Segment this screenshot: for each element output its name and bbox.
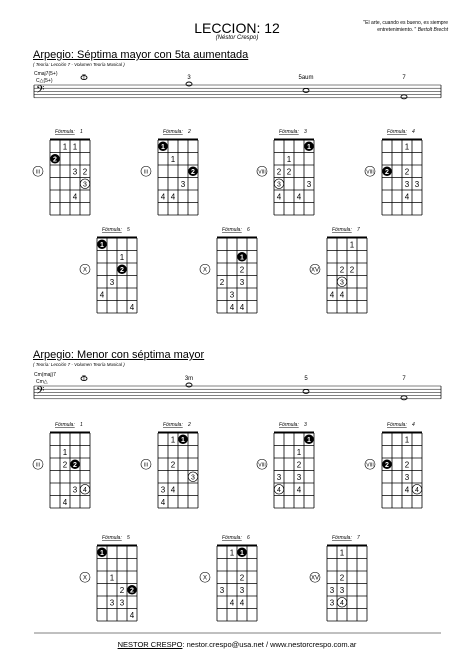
formula-number: 4 [412, 422, 415, 428]
position-label: VIII [366, 462, 374, 469]
formula-number: 4 [412, 129, 415, 135]
note-head [303, 88, 309, 92]
finger-number: 1 [119, 252, 125, 262]
finger-number: 3 [414, 179, 420, 189]
finger-number: 2 [120, 266, 124, 274]
finger-number: 2 [119, 585, 125, 595]
finger-number: 3 [160, 485, 166, 495]
finger-number: 2 [404, 167, 410, 177]
section-1-title: Arpegio: Séptima mayor con 5ta aumentada [33, 49, 249, 61]
finger-number: 2 [73, 461, 77, 469]
position-label: III [35, 462, 41, 469]
finger-number: 3 [340, 279, 344, 287]
finger-number: 1 [72, 142, 78, 152]
degree-label: 7 [402, 376, 406, 382]
formula-label: Fórmula: [163, 422, 183, 428]
finger-number: 2 [339, 573, 345, 583]
finger-number: 4 [83, 486, 87, 494]
finger-number: 4 [404, 485, 410, 495]
position-label: XV [310, 575, 320, 582]
finger-number: 4 [276, 192, 282, 202]
formula-label: Fórmula: [387, 129, 407, 135]
finger-number: 4 [99, 290, 105, 300]
note-head [186, 383, 192, 387]
finger-number: 3 [119, 598, 125, 608]
formula-number: 7 [357, 535, 360, 541]
finger-number: 2 [239, 573, 245, 583]
finger-number: 1 [170, 435, 176, 445]
formula-number: 6 [247, 535, 250, 541]
formula-label: Fórmula: [222, 227, 242, 233]
finger-number: 4 [160, 497, 166, 507]
position-label: III [143, 462, 149, 469]
finger-number: 4 [239, 598, 245, 608]
formula-label: Fórmula: [222, 535, 242, 541]
finger-number: 3 [109, 277, 115, 287]
finger-number: 2 [349, 265, 355, 275]
finger-number: 2 [130, 587, 134, 595]
finger-number: 1 [100, 549, 104, 557]
quote-author: Bertolt Brecht [417, 27, 448, 33]
position-label: VIII [366, 169, 374, 176]
finger-number: 2 [170, 460, 176, 470]
position-label: III [35, 169, 41, 176]
formula-label: Fórmula: [102, 227, 122, 233]
finger-number: 3 [277, 181, 281, 189]
formula-number: 5 [127, 535, 130, 541]
finger-number: 3 [72, 167, 78, 177]
quote-line-1: "El arte, cuando es bueno, es siempre [363, 20, 448, 26]
position-label: X [202, 267, 208, 274]
section-2-ref: ( Teoría: Lección 7 - Volumen Teoría Musical ) [33, 362, 125, 367]
finger-number: 2 [239, 265, 245, 275]
finger-number: 1 [62, 447, 68, 457]
finger-number: 3 [219, 585, 225, 595]
finger-number: 3 [229, 290, 235, 300]
formula-label: Fórmula: [163, 129, 183, 135]
position-label: X [202, 575, 208, 582]
note-head [303, 389, 309, 393]
position-label: X [82, 267, 88, 274]
finger-number: 4 [340, 599, 344, 607]
formula-label: Fórmula: [279, 422, 299, 428]
finger-number: 1 [339, 548, 345, 558]
finger-number: 4 [72, 192, 78, 202]
finger-number: 4 [415, 486, 419, 494]
degree-label: 5aum [298, 75, 314, 81]
formula-label: Fórmula: [387, 422, 407, 428]
finger-number: 1 [240, 549, 244, 557]
quote-line-2: entretenimiento. " [377, 27, 417, 33]
position-label: VIII [258, 462, 266, 469]
formula-number: 2 [188, 422, 191, 428]
position-label: XV [310, 267, 320, 274]
finger-number: 3 [339, 585, 345, 595]
finger-number: 3 [404, 179, 410, 189]
note-head [186, 82, 192, 86]
formula-number: 7 [357, 227, 360, 233]
formula-number: 3 [304, 422, 307, 428]
chord-name: Cm(maj)7 [34, 372, 56, 378]
finger-number: 1 [307, 436, 311, 444]
chord-name-symbol: C△(5+) [36, 78, 53, 84]
finger-number: 3 [404, 472, 410, 482]
position-label: VIII [258, 169, 266, 176]
formula-number: 3 [304, 129, 307, 135]
finger-number: 1 [296, 447, 302, 457]
degree-label: 3 [187, 75, 191, 81]
chord-name-symbol: Cm△ [36, 379, 48, 385]
finger-number: 4 [296, 192, 302, 202]
finger-number: 4 [296, 485, 302, 495]
finger-number: 2 [296, 460, 302, 470]
page-title: LECCION: 12 [194, 20, 280, 36]
finger-number: 4 [160, 192, 166, 202]
formula-label: Fórmula: [332, 535, 352, 541]
formula-label: Fórmula: [55, 422, 75, 428]
finger-number: 2 [339, 265, 345, 275]
finger-number: 4 [404, 192, 410, 202]
degree-label: 7 [402, 75, 406, 81]
page-subtitle: (Néstor Crespo) [215, 35, 259, 41]
finger-number: 4 [229, 598, 235, 608]
chord-name: Cmaj7(5+) [34, 71, 58, 77]
finger-number: 1 [170, 154, 176, 164]
formula-number: 5 [127, 227, 130, 233]
finger-number: 1 [286, 154, 292, 164]
formula-label: Fórmula: [55, 129, 75, 135]
formula-label: Fórmula: [279, 129, 299, 135]
finger-number: 3 [306, 179, 312, 189]
finger-number: 1 [109, 573, 115, 583]
finger-number: 1 [349, 240, 355, 250]
finger-number: 2 [219, 277, 225, 287]
bass-clef: 𝄢 [36, 384, 45, 399]
finger-number: 3 [239, 585, 245, 595]
finger-number: 1 [240, 254, 244, 262]
formula-number: 1 [80, 129, 83, 135]
finger-number: 4 [170, 485, 176, 495]
formula-number: 2 [188, 129, 191, 135]
finger-number: 1 [229, 548, 235, 558]
finger-number: 4 [239, 302, 245, 312]
finger-number: 2 [385, 168, 389, 176]
degree-label: T [82, 376, 86, 382]
section-1-ref: ( Teoría: Lección 7 - Volumen Teoría Musical ) [33, 62, 125, 67]
note-head [401, 396, 407, 400]
position-label: X [82, 575, 88, 582]
finger-number: 4 [329, 290, 335, 300]
finger-number: 3 [276, 472, 282, 482]
finger-number: 2 [276, 167, 282, 177]
finger-number: 3 [109, 598, 115, 608]
degree-label: 3m [184, 376, 194, 382]
finger-number: 3 [329, 598, 335, 608]
finger-number: 4 [129, 610, 135, 620]
finger-number: 2 [82, 167, 88, 177]
section-2-title: Arpegio: Menor con séptima mayor [33, 349, 205, 361]
finger-number: 1 [307, 143, 311, 151]
finger-number: 2 [404, 460, 410, 470]
finger-number: 3 [72, 485, 78, 495]
finger-number: 3 [180, 179, 186, 189]
formula-number: 6 [247, 227, 250, 233]
finger-number: 1 [181, 436, 185, 444]
footer [0, 640, 474, 649]
finger-number: 2 [62, 460, 68, 470]
position-label: III [143, 169, 149, 176]
finger-number: 1 [161, 143, 165, 151]
finger-number: 4 [277, 486, 281, 494]
finger-number: 2 [53, 156, 57, 164]
finger-number: 1 [404, 435, 410, 445]
finger-number: 4 [129, 302, 135, 312]
finger-number: 4 [62, 497, 68, 507]
finger-number: 4 [339, 290, 345, 300]
footer-name: NESTOR CRESPO [117, 640, 183, 649]
formula-label: Fórmula: [102, 535, 122, 541]
finger-number: 4 [229, 302, 235, 312]
finger-number: 2 [191, 168, 195, 176]
finger-number: 3 [296, 472, 302, 482]
finger-number: 2 [286, 167, 292, 177]
finger-number: 3 [239, 277, 245, 287]
finger-number: 1 [100, 241, 104, 249]
finger-number: 3 [83, 181, 87, 189]
degree-label: 5 [304, 376, 308, 382]
finger-number: 1 [404, 142, 410, 152]
formula-label: Fórmula: [332, 227, 352, 233]
finger-number: 1 [62, 142, 68, 152]
finger-number: 4 [170, 192, 176, 202]
bass-clef: 𝄢 [36, 83, 45, 98]
finger-number: 3 [329, 585, 335, 595]
footer-contact: : nestor.crespo@usa.net / www.nestorcrespo.com.ar [182, 640, 357, 649]
degree-label: T [82, 75, 86, 81]
note-head [401, 95, 407, 99]
formula-number: 1 [80, 422, 83, 428]
finger-number: 2 [385, 461, 389, 469]
finger-number: 3 [191, 474, 195, 482]
